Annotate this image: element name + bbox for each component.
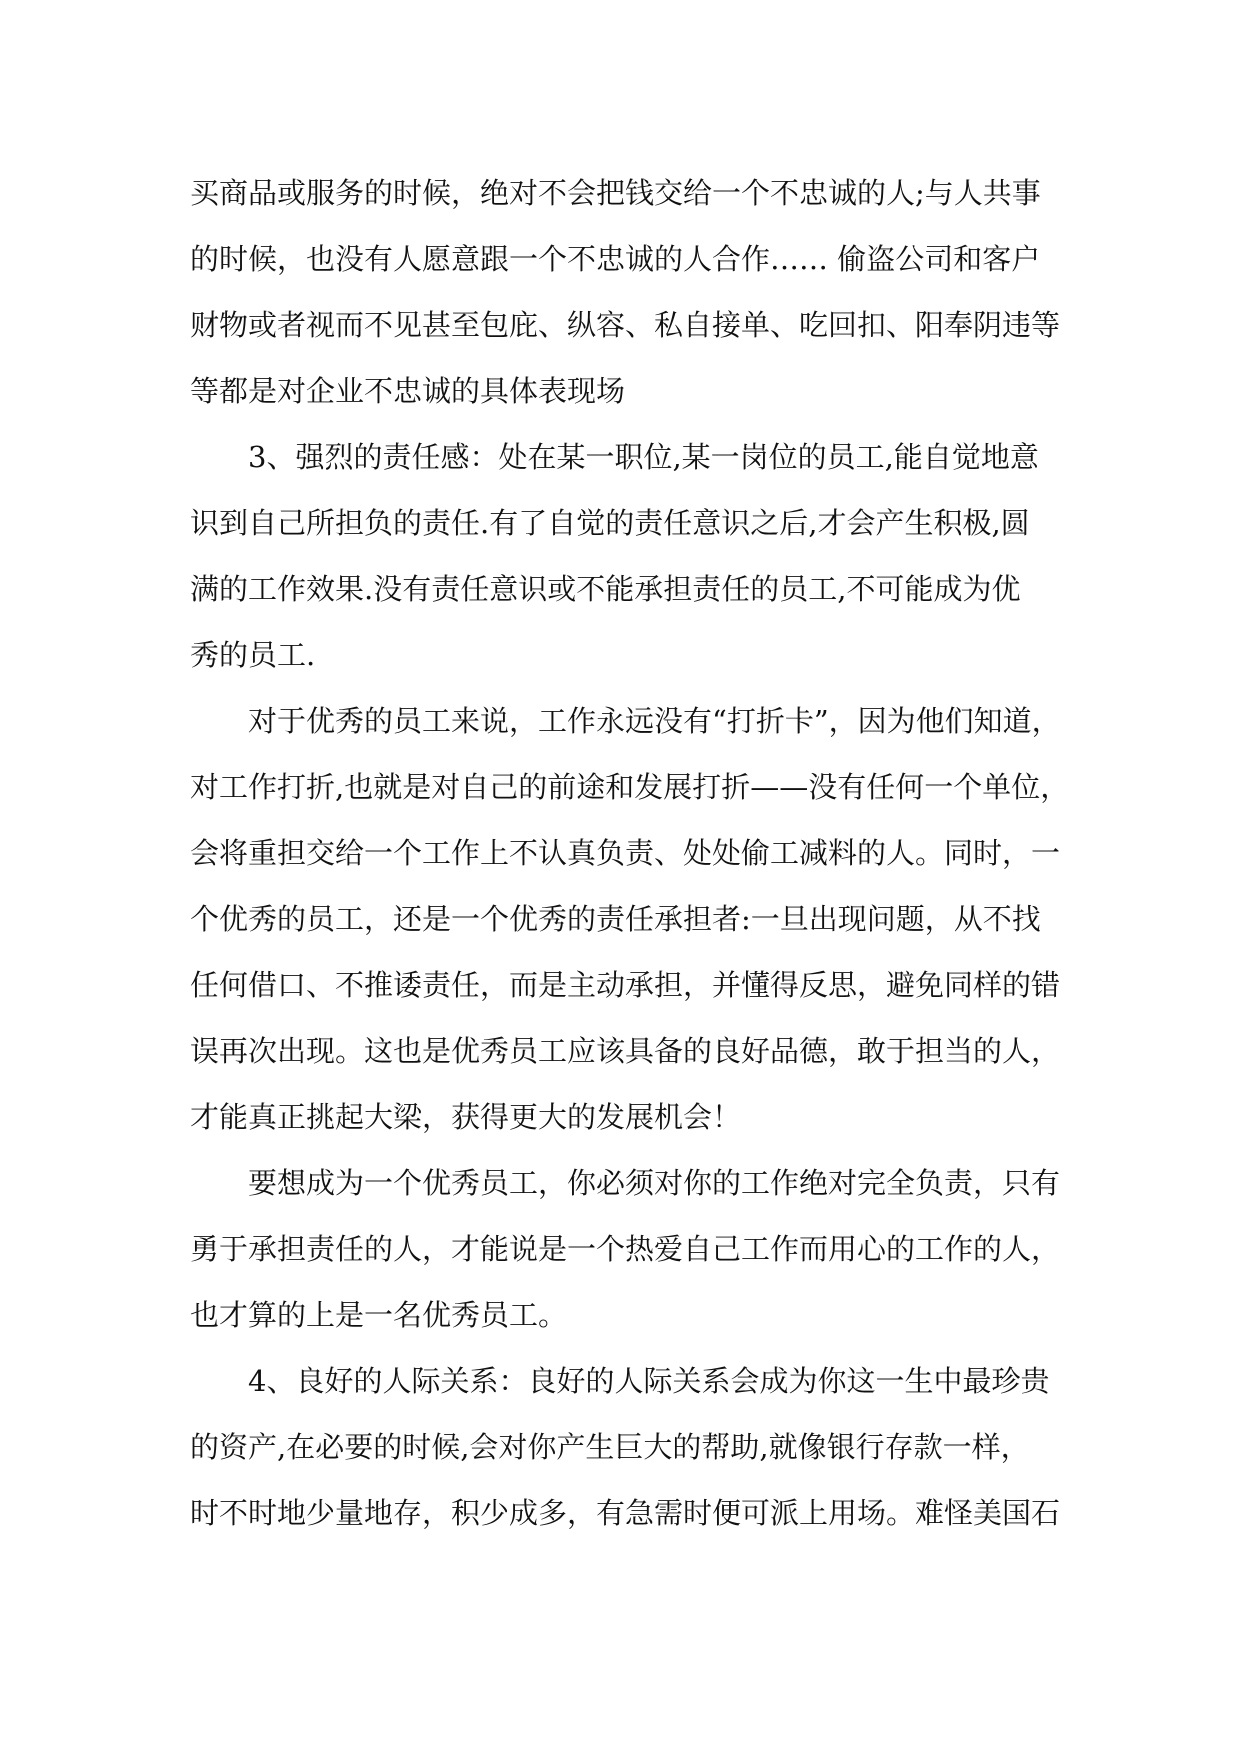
- text-line: 识到自己所担负的责任.有了自觉的责任意识之后,才会产生积极,圆: [190, 506, 1030, 540]
- text-line: 才能真正挑起大梁，获得更大的发展机会！: [190, 1100, 742, 1134]
- text-line: 个优秀的员工，还是一个优秀的责任承担者:一旦出现问题，从不找: [190, 902, 1041, 936]
- text-line: 时不时地少量地存，积少成多，有急需时便可派上用场。难怪美国石: [190, 1496, 1061, 1530]
- text-line: 也才算的上是一名优秀员工。: [190, 1298, 568, 1332]
- text-line: 满的工作效果.没有责任意识或不能承担责任的员工,不可能成为优: [190, 572, 1021, 606]
- text-line: 会将重担交给一个工作上不认真负责、处处偷工减料的人。同时，一: [190, 836, 1061, 870]
- text-line: 的资产,在必要的时候,会对你产生巨大的帮助,就像银行存款一样，: [190, 1430, 1030, 1464]
- text-line: 的时候，也没有人愿意跟一个不忠诚的人合作…… 偷盗公司和客户: [190, 242, 1041, 276]
- text-line: 买商品或服务的时候，绝对不会把钱交给一个不忠诚的人;与人共事: [190, 176, 1041, 210]
- text-line: 勇于承担责任的人，才能说是一个热爱自己工作而用心的工作的人，: [190, 1232, 1061, 1266]
- text-line: 对工作打折,也就是对自己的前途和发展打折——没有任何一个单位，: [190, 770, 1070, 804]
- text-line: 财物或者视而不见甚至包庇、纵容、私自接单、吃回扣、阳奉阴违等: [190, 308, 1061, 342]
- text-line: 秀的员工.: [190, 638, 316, 672]
- text-line: 等都是对企业不忠诚的具体表现场: [190, 374, 626, 408]
- document-body: [190, 160, 1070, 1546]
- text-line: 要想成为一个优秀员工，你必须对你的工作绝对完全负责，只有: [190, 1166, 1061, 1200]
- text-line: 4、良好的人际关系：良好的人际关系会成为你这一生中最珍贵: [190, 1364, 1050, 1398]
- text-line: 对于优秀的员工来说，工作永远没有“打折卡”，因为他们知道，: [190, 704, 1061, 738]
- text-line: 误再次出现。这也是优秀员工应该具备的良好品德，敢于担当的人，: [190, 1034, 1061, 1068]
- text-line: 3、强烈的责任感：处在某一职位,某一岗位的员工,能自觉地意: [190, 440, 1039, 474]
- text-line: 任何借口、不推诿责任，而是主动承担，并懂得反思，避免同样的错: [190, 968, 1061, 1002]
